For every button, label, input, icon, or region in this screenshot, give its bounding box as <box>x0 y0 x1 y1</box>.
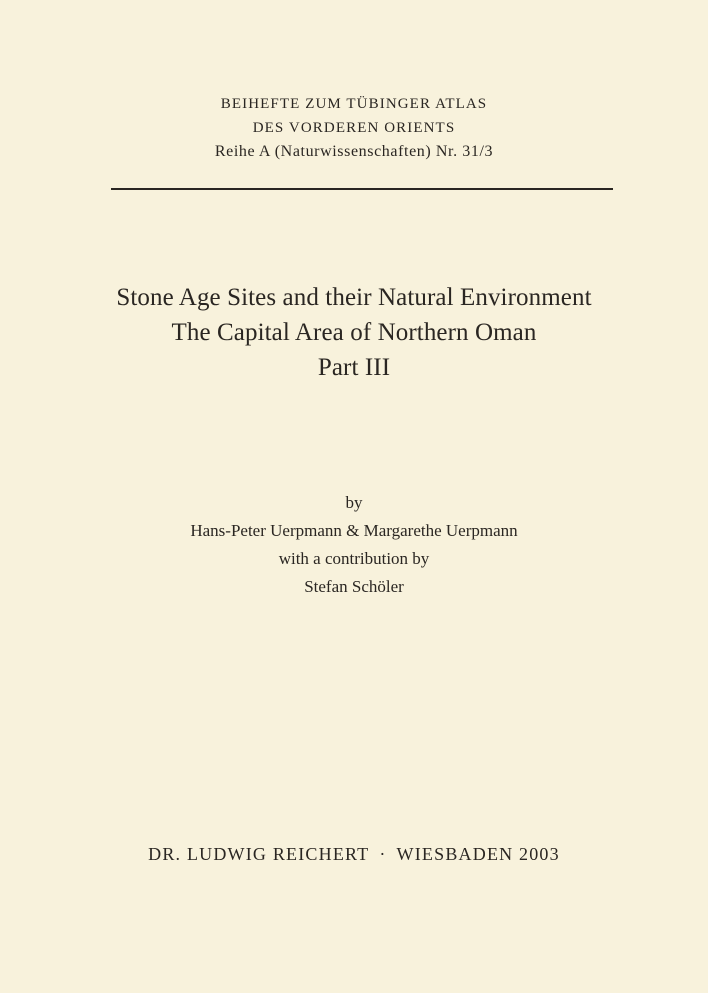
title-line-2: The Capital Area of Northern Oman <box>171 319 537 346</box>
publisher-separator: · <box>379 844 387 864</box>
by-label: by <box>345 493 363 512</box>
contribution-label: with a contribution by <box>278 549 430 568</box>
publisher-name: DR. LUDWIG REICHERT <box>148 844 370 864</box>
publisher-place-year: WIESBADEN 2003 <box>396 844 560 864</box>
publisher-line <box>0 841 708 867</box>
series-heading <box>0 92 708 164</box>
horizontal-rule <box>111 188 613 190</box>
contributor-name: Stefan Schöler <box>304 577 404 596</box>
series-line-1: BEIHEFTE ZUM TÜBINGER ATLAS <box>220 96 488 112</box>
book-title <box>0 280 708 385</box>
author-names: Hans-Peter Uerpmann & Margarethe Uerpmann <box>190 521 518 540</box>
series-line-2: DES VORDEREN ORIENTS <box>252 120 456 136</box>
series-line-3: Reihe A (Naturwissenschaften) Nr. 31/3 <box>214 143 494 160</box>
title-line-1: Stone Age Sites and their Natural Environment <box>116 284 592 311</box>
authors-block <box>0 489 708 601</box>
title-line-3: Part III <box>317 354 391 381</box>
